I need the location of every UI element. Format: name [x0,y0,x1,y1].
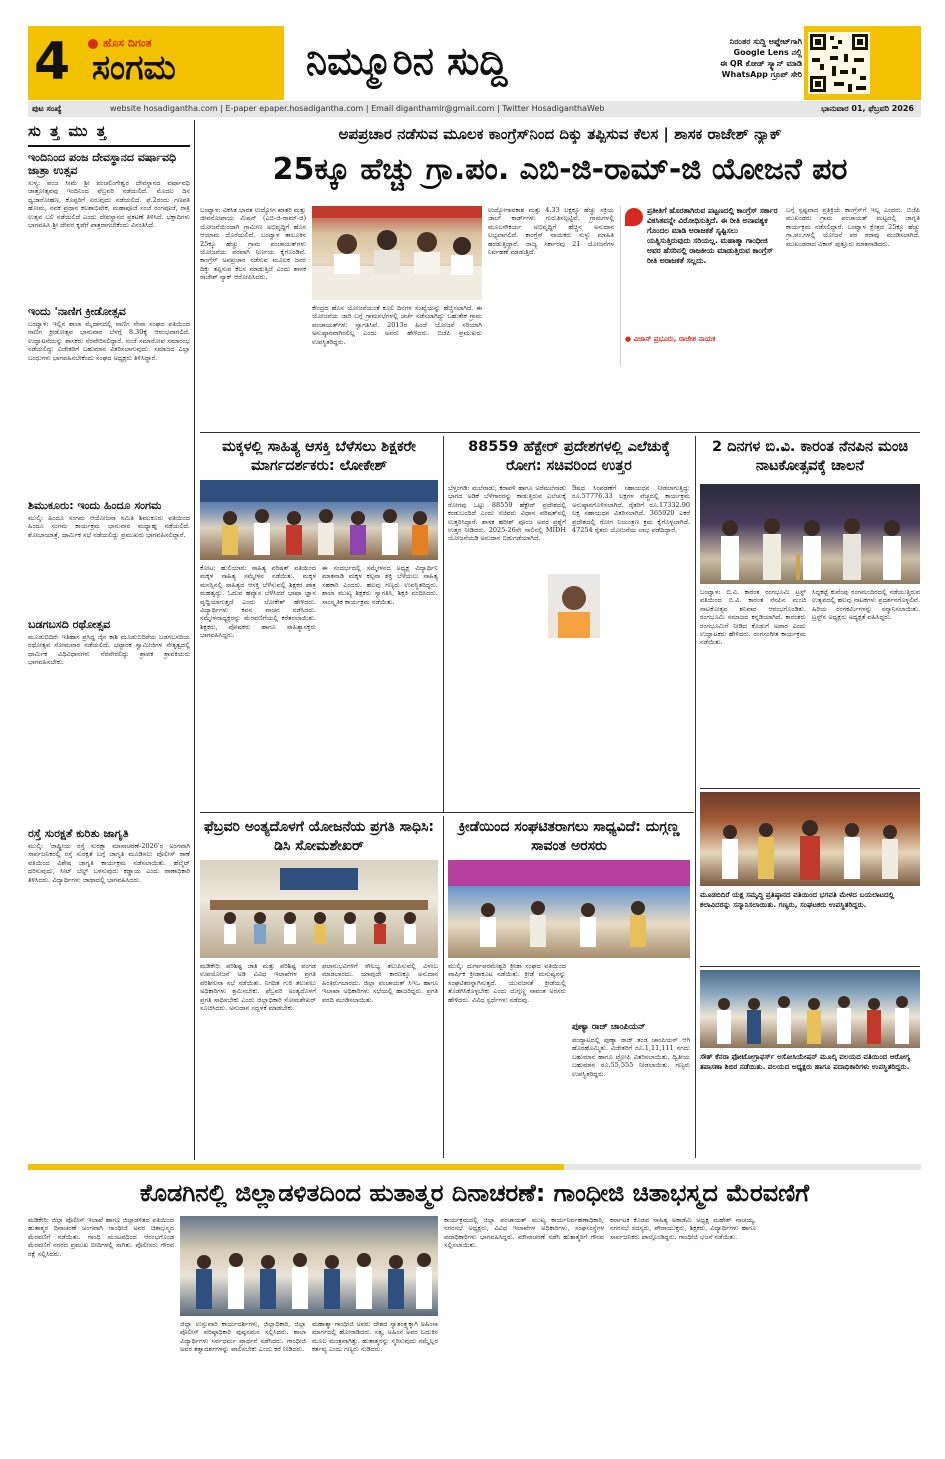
mid-rule-right [700,788,920,789]
story-e-divider [695,792,696,1158]
qr-line-2: Google Lens ನಲ್ಲಿ [733,48,802,57]
story-c-col-2: ಸಿದ್ದಕಟ್ಟೆ ಕುವೆಂಪು ರಂಗಮಂದಿರದಲ್ಲಿ ನಡೆಯುತ್ತಿರುವ ಉತ್ಸವದಲ್ಲಿ ಹಲವು ನಾಟಕಗಳು ಪ್ರದರ್ಶನಗೊಳ್ಳಲಿವೆ. ಹಿರಿಯ ರಂಗಕರ್ಮಿಗಳನ್ನು ಸನ್ಮಾನಿಸಲಾಯಿತು. ಟ್ರಸ್ಟ್‌ನ ಅಧ್ಯಕ್ಷರು ಅಧ್ಯಕ್ಷತೆ ವಹಿಸಿದ್ದರು. [812,588,920,622]
story-d-photo [200,860,438,958]
section-name: ಸಂಗಮ [92,48,176,88]
qr-pattern [808,32,870,94]
story-d-col-1: ಮಡಿಕೇರಿ: ಪರಿಶಿಷ್ಟ ಜಾತಿ ಮತ್ತು ಪರಿಶಿಷ್ಟ ಪಂಗಡ ಉಪಯೋಜನೆ ಅಡಿ ವಿವಿಧ ಇಲಾಖೆಗಳ ಪ್ರಗತಿ ಪರಿಶೀಲನಾ ಸಭೆ ನಡೆಯಿತು. ನಿಗದಿತ ಗುರಿ ತಲುಪಲು ಅಧಿಕಾರಿಗಳು ಶ್ರಮಿಸಬೇಕು. ಫೆಬ್ರವರಿ ಅಂತ್ಯದೊಳಗೆ ಪ್ರಗತಿ ಸಾಧಿಸಬೇಕು ಎಂದು ಜಿಲ್ಲಾಧಿಕಾರಿ ಸೋಮಶೇಖರ್ ಸೂಚಿಸಿದರು. ಅನುದಾನ ಸದ್ಬಳಕೆ ಮಾಡಬೇಕು. [200,962,316,1013]
bottom-headline: ಕೊಡಗಿನಲ್ಲಿ ಜಿಲ್ಲಾಡಳಿತದಿಂದ ಹುತಾತ್ಮರ ದಿನಾಚರಣೆ: ಗಾಂಧೀಜಿ ಚಿತಾಭಸ್ಮದ ಮೆರವಣಿಗೆ [139,1179,810,1207]
lead-bottom-rule [200,432,920,433]
info-strip-links[interactable]: website hosadigantha.com | E-paper epaper.hosadigantha.com | Email diganthamlr@gmail.com | Twitter HosadiganthaWeb [110,104,605,113]
story-e-headline: ಕ್ರೀಡೆಯಿಂದ ಸಂಘಟಿತರಾಗಲು ಸಾಧ್ಯವಿದೆ: ದುಗ್ಗಣ್ಣ ಸಾವಂತ ಅರಸರು [458,819,680,854]
issue-date: ಭಾನುವಾರ 01, ಫೆಬ್ರವರಿ 2026 [821,104,914,113]
lead-photo [312,206,482,300]
sidebar-item-head: ರಸ್ತೆ ಸುರಕ್ಷತೆ ಕುರಿತು ಜಾಗೃತಿ [28,827,129,840]
story-c-col-1: ಬಂಟ್ವಾಳ: ಬಿ.ವಿ. ಕಾರಂತ ರಂಗಭೂಮಿ ಟ್ರಸ್ಟ್ ವತಿಯಿಂದ ಬಿ.ವಿ. ಕಾರಂತ ನೆನಪಿನ ಮಂಚಿ ನಾಟಕೋತ್ಸವ ಶನಿವಾರ ಆರಂಭಗೊಂಡಿತು. ರಂಗಭೂಮಿ ಸಮಾಜದ ಕನ್ನಡಿಯಾಗಿದೆ. ಕಾರಂತರು ರಂಗಭೂಮಿಗೆ ನೀಡಿದ ಕೊಡುಗೆ ಅಪಾರ ಎಂದು ಉದ್ಘಾಟಕರು ಹೇಳಿದರು. ರಂಗಸಂಗೀತ ಕಾರ್ಯಕ್ರಮ ನಡೆಯಿತು. [700,588,806,647]
story-a-col-2: ಈ ಸಂದರ್ಭದಲ್ಲಿ ಸಮ್ಮೇಳನದ ಅಧ್ಯಕ್ಷ ವಿದ್ಯಾರ್ಥಿನಿ ಮಾತನಾಡಿ ಮಕ್ಕಳ ಕಲ್ಪನಾ ಶಕ್ತಿ ಬೆಳೆಯಲು ಸಾಹಿತ್ಯ ಸಹಕಾರಿ ಎಂದರು. ಹಲವು ಗಣ್ಯರು ಉಪಸ್ಥಿತರಿದ್ದರು. ಶಾಲಾ ಮುಖ್ಯ ಶಿಕ್ಷಕರು ಸ್ವಾಗತಿಸಿ, ಶಿಕ್ಷಕಿ ವಂದಿಸಿದರು. ಸಾಂಸ್ಕೃತಿಕ ಕಾರ್ಯಕ್ರಮ ನಡೆಯಿತು. [322,564,438,606]
qr-caption [640,36,802,80]
page-number: 4 [34,32,71,92]
story-a-photo [200,480,438,560]
bottom-col-1: ಮಡಿಕೇರಿ: ಜಿಲ್ಲಾ ಪೊಲೀಸ್ ಇಲಾಖೆ ಹಾಗೂ ಜಿಲ್ಲಾಡಳಿತದ ವತಿಯಿಂದ ಹುತಾತ್ಮರ ದಿನಾಚರಣೆ ಅಂಗವಾಗಿ ಗಾಂಧೀಜಿ ಅವರ ಚಿತಾಭಸ್ಮದ ಮೆರವಣಿಗೆ ನಡೆಯಿತು. ಗಾಂಧಿ ಮಂಟಪದಿಂದ ಆರಂಭಗೊಂಡ ಮೆರವಣಿಗೆ ನಗರದ ಪ್ರಮುಖ ಬೀದಿಗಳಲ್ಲಿ ಸಾಗಿತು. ಪೊಲೀಸರು ಗೌರವ ರಕ್ಷೆ ಸಲ್ಲಿಸಿದರು. [28,1216,174,1258]
sidebar-logo: ಸು ತ್ತ ಮು ತ್ತ [28,120,190,147]
health-camp-figures [700,970,920,1048]
sidebar-item [28,618,190,823]
sidebar-item-head: ಇಂದಿನಿಂದ ಪಂಜ ದೇವಸ್ಥಾನದ ವರ್ಷಾವಧಿ ಜಾತ್ರಾ ಉತ್ಸವ [28,151,177,177]
lead-headline: 25ಕ್ಕೂ ಹೆಚ್ಚು ಗ್ರಾ.ಪಂ. ಎಬಿ-ಜಿ-ರಾಮ್-ಜಿ ಯೋಜನೆ ಪರ [272,152,848,187]
story-d-divider [443,816,444,1158]
info-strip-left: ಪುಟ ಸಂಖ್ಯೆ [32,104,62,113]
sidebar-item-head: ಬಡಗಬಸದಿ ರಥೋತ್ಸವ [28,618,111,631]
lead-quote-box [620,206,780,366]
sidebar-item [28,151,190,301]
masthead-accent [874,26,921,100]
bottom-col-4: ಕಾರ್ಯಕ್ರಮದಲ್ಲಿ ಜಿಲ್ಲಾ ಪಂಚಾಯತ್ ಮುಖ್ಯ ಕಾರ್ಯನಿರ್ವಹಣಾಧಿಕಾರಿ, ನಗರಸಭೆ ಅಧ್ಯಕ್ಷರು, ವಿವಿಧ ಇಲಾಖೆಗಳ ಅಧಿಕಾರಿಗಳು, ಸಂಘಸಂಸ್ಥೆಗಳ ಪದಾಧಿಕಾರಿಗಳು ಭಾಗವಹಿಸಿದ್ದರು. ಮೌನಾಚರಣೆ ನಡೆಸಿ ಹುತಾತ್ಮರಿಗೆ ಗೌರವ ಸಲ್ಲಿಸಲಾಯಿತು. [444,1216,604,1250]
sidebar-item-body: ಮುಲ್ಕಿ: ಹಿಂದೂ ಸಂಗಮ ಆಯೋಜನಾ ಸಮಿತಿ ಶಿಮುಕೂರು ವತಿಯಿಂದ ಹಿಂದೂ ಸಂಗಮ ಕಾರ್ಯಕ್ರಮ ಭಾನುವಾರ ಮಧ್ಯಾಹ್ನ ನಡೆಯಲಿದೆ. ಶೋಭಾಯಾತ್ರೆ, ಧಾರ್ಮಿಕ ಸಭೆ ನಡೆಯಲಿದ್ದು ಪ್ರಮುಖರು ಭಾಗವಹಿಸಲಿದ್ದಾರೆ. [28,514,190,539]
story-e-col-1: ಮುಲ್ಕಿ: ದುರ್ಗಾಪರಮೇಶ್ವರಿ ಕ್ರೀಡಾ ಸಂಘದ ವತಿಯಿಂದ ವಾರ್ಷಿಕ ಕ್ರೀಡಾಕೂಟ ನಡೆಯಿತು. ಕ್ರೀಡೆ ಮನುಷ್ಯನನ್ನು ಸಂಘಟಿತರನ್ನಾಗಿಸುತ್ತದೆ. ಯುವಜನತೆ ಕ್ರೀಡೆಯಲ್ಲಿ ತೊಡಗಿಸಿಕೊಳ್ಳಬೇಕು ಎಂದು ದುಗ್ಗಣ್ಣ ಸಾವಂತ ಅರಸರು ಹೇಳಿದರು. ವಿವಿಧ ಸ್ಪರ್ಧೆಗಳು ನಡೆದವು. [448,962,566,1004]
sidebar-item [28,499,190,614]
quote-mark-icon [625,208,643,226]
mid-rule [200,812,694,813]
lead-col-1: ಬಂಟ್ವಾಳ: ವಿಕಸಿತ ಭಾರತ ಉದ್ಯೋಗ ಖಾತರಿ ಮತ್ತು ಜೀವನೋಪಾಯ ಮಿಷನ್ (ಎಬಿ-ಜಿ-ರಾಮ್-ಜಿ) ಯೋಜನೆಯಿಂದಾಗಿ ಗ್ರಾಮೀಣ ಅಭಿವೃದ್ಧಿಗೆ ಹೊಸ ಆಯಾಮ ದೊರೆಯಲಿದೆ. ಬಂಟ್ವಾಳ ತಾಲೂಕಿನ 25ಕ್ಕೂ ಹೆಚ್ಚು ಗ್ರಾಮ ಪಂಚಾಯತ್‌ಗಳು ಯೋಜನೆಯ ಪರವಾಗಿ ನಿರ್ಣಯ ಕೈಗೊಂಡಿವೆ. ಕಾಂಗ್ರೆಸ್ ಅಪಪ್ರಚಾರ ನಡೆಸುವ ಮೂಲಕ ಜನರ ದಿಕ್ಕು ತಪ್ಪಿಸುವ ಕೆಲಸ ಮಾಡುತ್ತಿದೆ ಎಂದು ಶಾಸಕ ರಾಜೇಶ್ ನ್ಯಾಕ್ ಆರೋಪಿಸಿದರು. [200,206,306,282]
lead-col-4: ಬಗ್ಗೆ ಸ್ಪಷ್ಟವಾದ ಪ್ರತಿಕ್ರಿಯೆ ಕಾಂಗ್ರೆಸ್‌ಗೆ ಇಲ್ಲ ಎಂದರು. ಬಿಜೆಪಿ ಮುಖಂಡರು ಗ್ರಾಮ ಪಂಚಾಯತ್ ಮಟ್ಟದಲ್ಲಿ ಜಾಗೃತಿ ಕಾರ್ಯಕ್ರಮ ನಡೆಸಲಿದ್ದಾರೆ. ಬಂಟ್ವಾಳ ಕ್ಷೇತ್ರದ 25ಕ್ಕೂ ಹೆಚ್ಚು ಗ್ರಾ.ಪಂ.ಗಳಲ್ಲಿ ಯೋಜನೆ ಪರ ಠರಾವು ಮಂಡಿಸಲಾಗಿದೆ. ಮುಖಂಡರಾದ ವಿಕಾಸ್ ಪುತ್ತೂರು ಮಾತನಾಡಿದರು. [786,206,920,248]
lead-col-3: ಉದ್ಯೋಗಾವಕಾಶ ಮತ್ತು 4.33 ಲಕ್ಷಕ್ಕೂ ಹೆಚ್ಚು ಸಕ್ರಿಯ ಜಾಬ್ ಕಾರ್ಡ್‌ಗಳು ಗುರುತಿಸಲ್ಪಟ್ಟಿವೆ. ಗ್ರಾಮಗಳಲ್ಲಿ ಮೂಲಸೌಕರ್ಯ ಅಭಿವೃದ್ಧಿಗೆ ಹೆಚ್ಚಿನ ಅನುದಾನ ಲಭ್ಯವಾಗಲಿದೆ. ಕಾಂಗ್ರೆಸ್ ನಾಯಕರು ಸುಳ್ಳು ಮಾಹಿತಿ ಹರಡುತ್ತಿದ್ದಾರೆ. ರಾಜ್ಯ ಸರ್ಕಾರವು 21 ಯೋಜನೆಗಳ ನಿರ್ವಹಣೆ ಮಾಡುತ್ತಿದೆ. [488,206,614,257]
bottom-photo [180,1216,438,1316]
qr-code-icon[interactable] [808,32,870,94]
lead-col-2: ಕೇಂದ್ರದ ಹೊಸ ಯೋಜನೆಯಂತೆ ಕೂಲಿ ದಿನಗಳ ಸಂಖ್ಯೆಯನ್ನು ಹೆಚ್ಚಿಸಲಾಗಿದೆ. ಈ ಯೋಜನೆಯ ಜಾರಿ ಬಗ್ಗೆ ಗ್ರಾಮಸಭೆಗಳಲ್ಲಿ ಚರ್ಚೆ ನಡೆಸಲಾಗಿದ್ದು ಬಹುತೇಕ ಗ್ರಾಮ ಪಂಚಾಯತ್‌ಗಳು ಸ್ವಾಗತಿಸಿವೆ. 2013ರ ಹಿಂದೆ ಯೋಜನೆ ಸರಿಯಾಗಿ ಅನುಷ್ಠಾನವಾಗಿರಲಿಲ್ಲ ಎಂದು ಅವರು ಹೇಳಿದರು. ಬಿಜೆಪಿ ಪ್ರಮುಖರು ಉಪಸ್ಥಿತರಿದ್ದರು. [312,304,482,346]
story-a-col-1: ಕೋಟ: ಹುಲಿಯಾರು ಸಾಹಿತ್ಯ ಪರಿಷತ್ ವತಿಯಿಂದ ಮಕ್ಕಳ ಸಾಹಿತ್ಯ ಸಮ್ಮೇಳನ ನಡೆಯಿತು. ಮಕ್ಕಳ ಮನಸ್ಸಿನಲ್ಲಿ ಸಾಹಿತ್ಯದ ಆಸಕ್ತಿ ಬೆಳೆಸುವಲ್ಲಿ ಶಿಕ್ಷಕರ ಪಾತ್ರ ಮಹತ್ವದ್ದು. ಓದುವ ಹವ್ಯಾಸ ಬೆಳೆಸಿದರೆ ಭಾಷಾ ಜ್ಞಾನ ವೃದ್ಧಿಯಾಗುತ್ತದೆ ಎಂದು ಲೋಕೇಶ್ ಹೇಳಿದರು. ವಿದ್ಯಾರ್ಥಿಗಳು ಕವನ ವಾಚನ ನಡೆಸಿದರು. ಸಮ್ಮೇಳನಾಧ್ಯಕ್ಷರನ್ನು ಮೆರವಣಿಗೆಯಲ್ಲಿ ಕರೆತರಲಾಯಿತು. ಶಿಕ್ಷಕರು, ಪೋಷಕರು ಹಾಗೂ ಸಾಹಿತ್ಯಾಸಕ್ತರು ಭಾಗವಹಿಸಿದ್ದರು. [200,564,316,640]
lead-col-3b [620,372,780,428]
bottom-band [28,1164,921,1170]
sports-stage-figures [448,860,690,958]
story-b-divider [695,436,696,812]
story-c-photo [700,484,920,584]
press-meet-figures [312,206,482,300]
caption-rule [700,966,920,967]
qr-line-4: WhatsApp ಗ್ರೂಪ್ ಸೇರಿ [721,70,802,79]
qr-line-1: ನಿರಂತರ ಸುದ್ದಿ ಅಪ್ಡೇಟ್‌ಗಾಗಿ [729,37,802,46]
bottom-col-6 [762,1216,920,1451]
sidebar-item-body: ಮೂಡುಬಿದಿರೆ: ಇತಿಹಾಸ ಪ್ರಸಿದ್ಧ ಜೈನ ಕಾಶಿ ಮೂಡುಬಿದಿರೆಯ ಬಡಗಬಸದಿಯ ರಥೋತ್ಸವ ಸೋಮವಾರ ನಡೆಯಲಿದೆ. ಭಟ್ಟಾರಕ ಸ್ವಾಮೀಜಿಗಳ ನೇತೃತ್ವದಲ್ಲಿ ಧಾರ್ಮಿಕ ವಿಧಿವಿಧಾನಗಳು ನೆರವೇರಲಿದ್ದು ಶ್ರಾವಕ ಶ್ರಾವಕಿಯರು ಭಾಗವಹಿಸಬೇಕು. [28,633,190,667]
stage-group-figures [200,480,438,560]
felicitation-figures [700,792,920,886]
story-d-col-2: ಫಲಾನುಭವಿಗಳಿಗೆ ಸೌಲಭ್ಯ ತಲುಪಿಸುವಲ್ಲಿ ವಿಳಂಬ ಮಾಡಬಾರದು. ಯಾವುದೇ ಕಾರಣಕ್ಕೂ ಅನುದಾನ ಹಿಂತಿರುಗಬಾರದು. ಜಿಲ್ಲಾ ಪಂಚಾಯತ್ ಸಿಇಒ ಹಾಗೂ ಇಲಾಖಾ ಅಧಿಕಾರಿಗಳು ಸಭೆಯಲ್ಲಿ ಹಾಜರಿದ್ದರು. ಪ್ರಗತಿ ವರದಿ ಮಂಡಿಸಲಾಯಿತು. [322,962,438,1004]
meeting-hall-figures [200,860,438,958]
photo-caption-1: ಮೂಡಬಿದಿರೆ ಯಕ್ಷ ಸಮೃದ್ಧಿ ಪ್ರತಿಷ್ಠಾನದ ವತಿಯಿಂದ ಭಗವತಿ ಮೇಳದ ಬಯಲಾಟದಲ್ಲಿ ಕಲಾವಿದರನ್ನು ಸನ್ಮಾನಿಸಲಾಯಿತು. ಗಣ್ಯರು, ಸಂಘಟಕರು ಉಪಸ್ಥಿತರಿದ್ದರು. [700,890,895,909]
story-e-subhead: ಪುಣ್ಯಾ ರಾಜ್ ಚಾಂಪಿಯನ್ [572,1022,646,1032]
sidebar-divider [194,120,195,1160]
sidebar-item-body: ಬಂಟ್ವಾಳ: ಇಲ್ಲಿನ ಶಾಲಾ ಮೈದಾನದಲ್ಲಿ ನಾಣಿಗ ಸೇವಾ ಸಂಘದ ವತಿಯಿಂದ ನಾಣಿಗ ಕ್ರೀಡೋತ್ಸವ ಭಾನುವಾರ ಬೆಳಗ್ಗೆ 8.30ಕ್ಕೆ ಆರಂಭವಾಗಲಿದೆ. ಉದ್ಘಾಟನೆಯನ್ನು ಶಾಸಕರು ನೆರವೇರಿಸಲಿದ್ದಾರೆ. ಸಂಜೆ ಸಮಾರೋಪ ಸಮಾರಂಭ ನಡೆಯಲಿದ್ದು ವಿಜೇತರಿಗೆ ಬಹುಮಾನ ವಿತರಿಸಲಾಗುವುದು. ಸಮಾಜದ ಎಲ್ಲಾ ಬಂಧುಗಳು ಭಾಗವಹಿಸಬೇಕೆಂದು ಸಂಘದ ಅಧ್ಯಕ್ಷರು ತಿಳಿಸಿದ್ದಾರೆ. [28,320,190,362]
story-b-headline: 88559 ಹೆಕ್ಟೇರ್ ಪ್ರದೇಶಗಳಲ್ಲಿ ಎಲೆಚುಕ್ಕೆ ರೋಗ: ಸಚಿವರಿಂದ ಉತ್ತರ [468,439,670,474]
bottom-col-3: ಮಹಾತ್ಮಾ ಗಾಂಧೀಜಿ ಅವರು ದೇಶದ ಸ್ವಾತಂತ್ರ್ಯಕ್ಕಾಗಿ ಅಹಿಂಸಾ ಮಾರ್ಗದಲ್ಲಿ ಹೋರಾಡಿದರು. ಸತ್ಯ, ಅಹಿಂಸೆ ಅವರ ಬದುಕಿನ ಮೂಲ ಮಂತ್ರವಾಗಿತ್ತು. ಹುತಾತ್ಮರನ್ನು ಸ್ಮರಿಸುವುದು ನಮ್ಮೆಲ್ಲರ ಕರ್ತವ್ಯ ಎಂದು ಗಣ್ಯರು ನುಡಿದರು. [312,1320,438,1354]
students-procession-figures [180,1216,438,1316]
sidebar-item [28,305,190,495]
bottom-col-2: ಜಿಲ್ಲಾ ಉಸ್ತುವಾರಿ ಕಾರ್ಯದರ್ಶಿಗಳು, ಜಿಲ್ಲಾಧಿಕಾರಿ, ಜಿಲ್ಲಾ ಪೊಲೀಸ್ ವರಿಷ್ಠಾಧಿಕಾರಿ ಪುಷ್ಪನಮನ ಸಲ್ಲಿಸಿದರು. ಶಾಲಾ ವಿದ್ಯಾರ್ಥಿಗಳು ಸರ್ವಧರ್ಮ ಪ್ರಾರ್ಥನೆ ನಡೆಸಿದರು. ಗಾಂಧೀಜಿ ಅವರ ತತ್ವಾದರ್ಶಗಳನ್ನು ಪಾಲಿಸಬೇಕು ಎಂದು ಕರೆ ನೀಡಿದರು. [180,1320,306,1354]
brand-name: ಹೊಸ ದಿಗಂತ [103,36,152,50]
lead-kicker: ಅಪಪ್ರಚಾರ ನಡೆಸುವ ಮೂಲಕ ಕಾಂಗ್ರೆಸ್‌ನಿಂದ ದಿಕ್ಕು ತಪ್ಪಿಸುವ ಕೆಲಸ | ಶಾಸಕ ರಾಜೇಶ್ ನ್ಯಾಕ್ [338,125,782,143]
sidebar-item [28,827,190,1082]
story-c-headline: 2 ದಿನಗಳ ಬಿ.ವಿ. ಕಾರಂತ ನೆನಪಿನ ಮಂಚಿ ನಾಟಕೋತ್ಸವಕ್ಕೆ ಚಾಲನೆ [711,439,909,474]
sidebar-item-body: ಸುಳ್ಯ: ಪಂಜ ಸೀಮೆ ಶ್ರೀ ಪಂಚಲಿಂಗೇಶ್ವರ ದೇವಸ್ಥಾನದ ವರ್ಷಾವಧಿ ಜಾತ್ರೋತ್ಸವವು ಇಂದಿನಿಂದ ಫೆಬ್ರವರಿ ನಡೆಯಲಿದೆ. ಮೊದಲ ದಿನ ಧ್ವಜಾರೋಹಣ, ಕೊಪ್ಪರಿಗೆ ಏರುವುದು ನಡೆಯಲಿದೆ. ಫೆ.2ರಂದು ಗಣಪತಿ ಹೋಮ, ನವಕ ಪ್ರಧಾನ ಕಲಶಾಭಿಷೇಕ, ಮಹಾಪೂಜೆ ಸಂಜೆ ರಂಗಪೂಜೆ, ರಾತ್ರಿ ಉತ್ಸವ ಬಲಿ ನಡೆಯಲಿದೆ ಎಂದು ದೇವಸ್ಥಾನದ ಪ್ರಕಟಣೆ ತಿಳಿಸಿದೆ. ಭಕ್ತಾದಿಗಳು ಭಾಗವಹಿಸಿ ಶ್ರೀ ದೇವರ ಕೃಪೆಗೆ ಪಾತ್ರರಾಗಬೇಕೆಂದು ವಿನಂತಿಸಿದೆ. [28,179,190,230]
bottom-col-5: ಕರ್ನಾಟಕ ಕೊಡವ ಸಾಹಿತ್ಯ ಅಕಾಡೆಮಿ ಅಧ್ಯಕ್ಷ ಮಹೇಶ್ ನಾಚಯ್ಯ, ನಗರಸಭೆ ಸದಸ್ಯರು, ಪೌರಾಯುಕ್ತರು, ಶಿಕ್ಷಕರು, ವಿದ್ಯಾರ್ಥಿಗಳು ಹಾಗೂ ಸಾರ್ವಜನಿಕರು ಪಾಲ್ಗೊಂಡಿದ್ದರು. ಗಾಂಧೀಜಿ ಭಜನೆ ನಡೆಯಿತು. [610,1216,756,1241]
sidebar-item-head: ಶಿಮುಕೂರು: ಇಂದು ಹಿಂದೂ ಸಂಗಮ [28,499,162,512]
photo-caption-2: ಸೌತ್ ಕೆನರಾ ಫೋಟೋಗ್ರಾಫರ್ಸ್ ಅಸೋಸಿಯೇಷನ್ ಮೂಲ್ಕಿ ವಲಯದ ವತಿಯಿಂದ ಆರೋಗ್ಯ ತಪಾಸಣಾ ಶಿಬಿರ ನಡೆಯಿತು. ವಲಯದ ಅಧ್ಯಕ್ಷರು ಹಾಗೂ ಪದಾಧಿಕಾರಿಗಳು ಉಪಸ್ಥಿತರಿದ್ದರು. [700,1052,911,1071]
lamp-lighting-figures [700,484,920,584]
story-e-col-2: ಪಂದ್ಯಾಟದಲ್ಲಿ ಪುಣ್ಯಾ ರಾಜ್ ತಂಡ ಚಾಂಪಿಯನ್ ಆಗಿ ಹೊರಹೊಮ್ಮಿತು. ವಿಜೇತರಿಗೆ ರೂ.1,11,111 ನಗದು ಬಹುಮಾನ ಹಾಗೂ ಟ್ರೋಫಿ ವಿತರಿಸಲಾಯಿತು. ದ್ವಿತೀಯ ಬಹುಮಾನ ರೂ.55,555 ನೀಡಲಾಯಿತು. ಗಣ್ಯರು ಉಪಸ್ಥಿತರಿದ್ದರು. [572,1036,690,1078]
story-e-photo [448,860,690,958]
qr-line-3: ಈ QR ಕೋಡ್ ಸ್ಕ್ಯಾನ್ ಮಾಡಿ [720,59,802,68]
story-a-divider [443,436,444,812]
photo-felicitation [700,792,920,886]
lead-quote: ಪ್ರತೀತಿಗೆ ಹೊರತಾಗಿರುವ ಪಟ್ಟಣದಲ್ಲಿ ಕಾಂಗ್ರೆಸ್ ಸರ್ಕಾರ ವಿಕಸಿತವನ್ನೇ ವಿರೋಧಿಸುತ್ತಿದೆ. ಈ ರೀತಿ ಅನಾವಶ್ಯಕ ಗೊಂದಲ ಮಾಡಿ ಅರಾಜಕತೆ ಸೃಷ್ಟಿಸಲು ಯತ್ನಿಸುತ್ತಿರುವುದು ಸರಿಯಲ್ಲ. ಮಹಾತ್ಮಾ ಗಾಂಧೀಜಿ ಅವರ ಹೆಸರಿನಲ್ಲಿ ರಾಜಕೀಯ ಮಾಡುತ್ತಿರುವ ಕಾಂಗ್ರೆಸ್ ರೀತಿ ಅರಾಜಕತೆ ಸಲ್ಲದು. [647,206,778,265]
story-b-col-2: ಔಷಧ ಸಿಂಪಡಣೆಗೆ ಸಹಾಯಧನ ನೀಡಲಾಗುತ್ತಿದ್ದು ರೂ.57776.33 ಲಕ್ಷಗಳ ವೆಚ್ಚದಲ್ಲಿ ಕಾರ್ಯಕ್ರಮ ಅನುಷ್ಠಾನಗೊಳಿಸಲಾಗಿದೆ. ರೈತರಿಗೆ ರೂ.17332.90 ಲಕ್ಷ ಸಹಾಯಧನ ವಿತರಿಸಲಾಗಿದೆ. 365920 ಎಕರೆ ಪ್ರದೇಶದಲ್ಲಿ ರೋಗ ನಿಯಂತ್ರಣ ಕ್ರಮ ಕೈಗೊಳ್ಳಲಾಗಿದೆ. 47254 ರೈತರು ಯೋಜನೆಯ ಲಾಭ ಪಡೆದಿದ್ದಾರೆ. [572,484,690,535]
sidebar-item-head: ಇಂದು 'ನಾಣಿಗ ಕ್ರೀಡೋತ್ಸವ [28,305,126,318]
story-e-col-2-top [572,962,690,1018]
sidebar-item-body: ಮುಲ್ಕಿ: 'ರಾಷ್ಟ್ರೀಯ ರಸ್ತೆ ಸುರಕ್ಷಾ ಮಾಸಾಚರಣೆ-2026'ರ ಅಂಗವಾಗಿ ಸಾರ್ವಜನಿಕರಲ್ಲಿ ರಸ್ತೆ ಸುರಕ್ಷತೆ ಬಗ್ಗೆ ಜಾಗೃತಿ ಮೂಡಿಸಲು ಪೊಲೀಸ್ ಠಾಣೆ ವತಿಯಿಂದ ವಿಶೇಷ ಜಾಗೃತಿ ಕಾರ್ಯಕ್ರಮ ನಡೆಸಲಾಯಿತು. ಹೆಲ್ಮೆಟ್ ಧರಿಸುವುದು, ಸೀಟ್ ಬೆಲ್ಟ್ ಬಳಸುವುದು ಕಡ್ಡಾಯ ಎಂದು ಠಾಣಾಧಿಕಾರಿ ತಿಳಿಸಿದರು. ವಿದ್ಯಾರ್ಥಿಗಳು ಜಾಥಾದಲ್ಲಿ ಭಾಗವಹಿಸಿದರು. [28,842,190,884]
photo-health-camp [700,970,920,1048]
lead-quote-byline: ● ವಿಜಾನ್ ಪ್ರಭೂರು, ರಾಜೇಶ ನಾಯಕ [625,335,716,343]
story-b-col-1: ಬೆಳ್ತಂಗಡಿ: ಮಲೆನಾಡು, ಕರಾವಳಿ ಹಾಗೂ ಅರೆಮಲೆನಾಡು ಭಾಗದ ಅಡಿಕೆ ಬೆಳೆಗಾರರನ್ನು ಕಾಡುತ್ತಿರುವ ಎಲೆಚುಕ್ಕೆ ರೋಗವು ಒಟ್ಟು 88559 ಹೆಕ್ಟೇರ್ ಪ್ರದೇಶದಲ್ಲಿ ಕಂಡುಬಂದಿದೆ ಎಂದು ಸಚಿವರು ವಿಧಾನ ಪರಿಷತ್‌ನಲ್ಲಿ ಉತ್ತರಿಸಿದ್ದಾರೆ. ಶಾಸಕ ಹರೀಶ್ ಪೂಂಜ ಅವರ ಪ್ರಶ್ನೆಗೆ ಉತ್ತರ ನೀಡಿದರು. 2025-26ನೇ ಸಾಲಿನಲ್ಲಿ MIDH ಯೋಜನೆಯಡಿ ಅನುದಾನ ಬಿಡುಗಡೆಯಾಗಿದೆ. [448,484,566,543]
story-d-headline: ಫೆಬ್ರವರಿ ಅಂತ್ಯದೊಳಗೆ ಯೋಜನೆಯ ಪ್ರಗತಿ ಸಾಧಿಸಿ: ಡಿಸಿ ಸೋಮಶೇಖರ್ [203,819,435,854]
story-a-headline: ಮಕ್ಕಳಲ್ಲಿ ಸಾಹಿತ್ಯ ಆಸಕ್ತಿ ಬೆಳೆಸಲು ಶಿಕ್ಷಕರೇ ಮಾರ್ಗದರ್ಶಕರು: ಲೋಕೇಶ್ [222,439,416,474]
page-title: ನಿಮ್ಮೂರಿನ ಸುದ್ದಿ [306,39,508,83]
sidebar [28,120,190,1160]
